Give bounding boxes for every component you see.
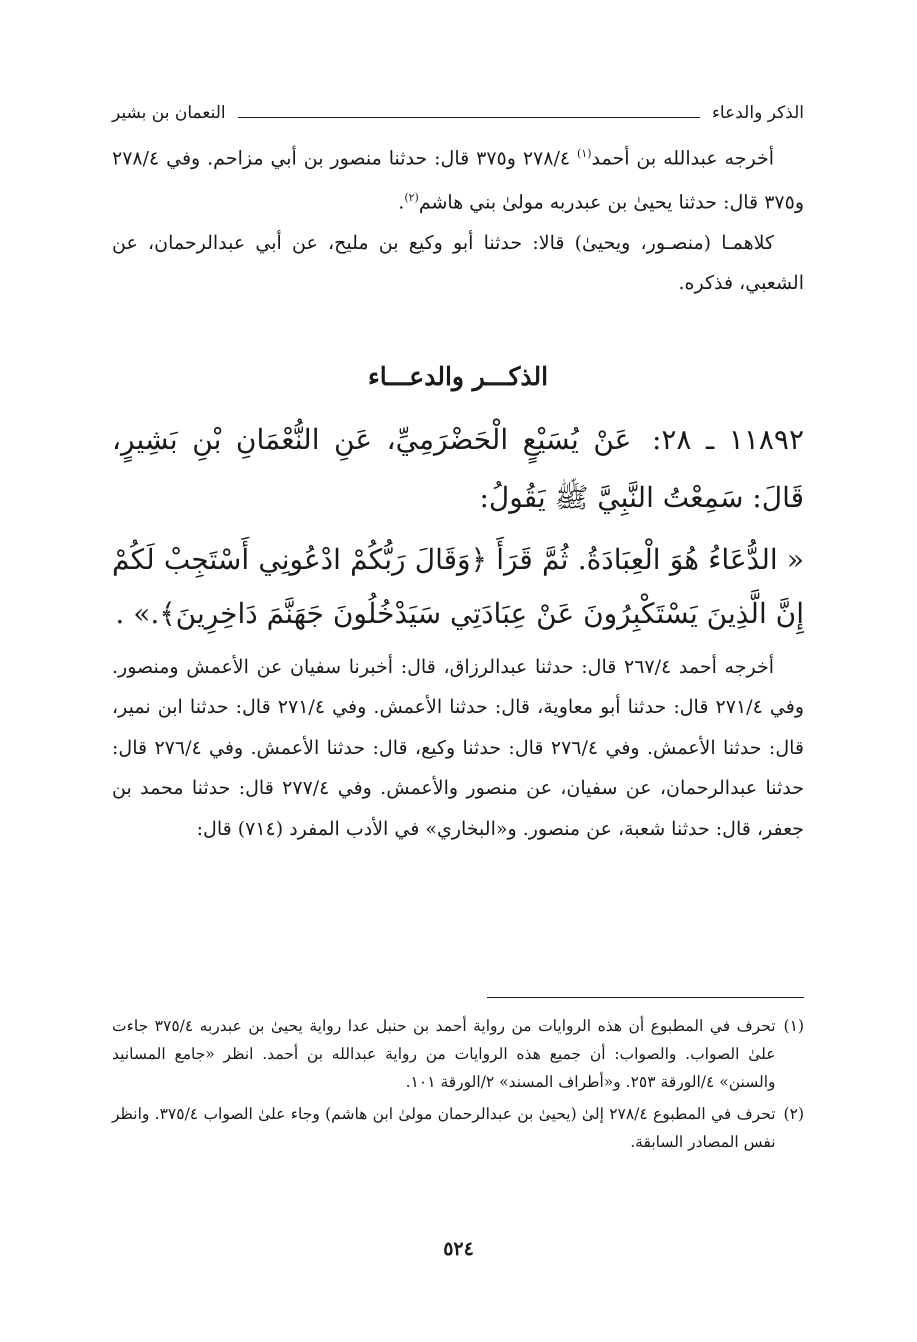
takhrij-line-2: الأعمش ومنصور. وفي ٢٧١/٤ قال: حدثنا أبو معاوية، قال: حدثنا الأعمش. <box>112 655 805 719</box>
page-body <box>112 96 804 849</box>
section-title: الذكـــر والدعـــاء <box>367 361 549 391</box>
hadith-isnad-line-1: عَنْ يُسَيْعٍ الْحَضْرَمِيِّ، عَنِ النُّعْمَانِ بْنِ بَشِيرٍ، <box>112 422 632 456</box>
running-head-chapter: الذكر والدعاء <box>711 103 804 123</box>
footnote-1 <box>112 1012 804 1096</box>
hadith-matn-line-2: لَكُمْ إِنَّ الَّذِينَ يَسْتَكْبِرُونَ عَنْ عِبَادَتِي سَيَدْخُلُونَ جَهَنَّمَ دَاخِرِينَ﴾.» . <box>112 542 804 630</box>
hadith-matn <box>112 533 804 641</box>
takhrij-paragraph <box>112 647 804 850</box>
spacer <box>112 303 804 357</box>
footnote-ref-1[interactable]: (١) <box>577 147 592 160</box>
running-head-rule <box>238 117 700 118</box>
takhrij-line-5: عن سفيان، عن منصور والأعمش. وفي ٢٧٧/٤ قال: حدثنا محمد بن جعفر، <box>112 777 804 840</box>
footnote-2 <box>112 1100 804 1156</box>
intro-p2-text-b: عبدالرحمان، عن الشعبي، فذكره. <box>112 231 804 294</box>
intro-p1-text-c: مزاحم. وفي ٢٧٨/٤ و٣٧٥ قال: حدثنا يحيىٰ بن عبدربه مولىٰ بني هاشم <box>112 147 804 214</box>
takhrij-line-3: وفي ٢٧١/٤ قال: حدثنا ابن نمير، قال: حدثنا الأعمش. وفي ٢٧٦/٤ قال: <box>112 696 804 759</box>
running-head-narrator: النعمان بن بشير <box>112 103 226 123</box>
footnote-ref-2[interactable]: (٢) <box>404 191 419 205</box>
intro-p2-text-a: كلاهمـا (منصـور، ويحيىٰ) قالا: حدثنا أبو وكيع بن مليح، عن أبي <box>255 231 774 254</box>
hadith-isnad-line-2: قَالَ: سَمِعْتُ النَّبِيَّ ﷺ يَقُولُ: <box>479 480 804 514</box>
footnote-text: تحرف في المطبوع أن هذه الروايات من رواية أحمد بن حنبل عدا رواية يحيىٰ بن عبدربه ٣٧٥/٤ جاءت علىٰ الصواب. والصواب: أن جميع هذه الروايات من رواية عبدالله بن أحمد. انظر «جامع المسانيد والسنن» ٤/الورقة ٢٥٣. و«أطراف المسند» ٢/الورقة ١٠١. <box>112 1017 776 1091</box>
intro-p1-text-b: ٢٧٨/٤ و٣٧٥ قال: حدثنا منصور بن أبي <box>270 147 571 170</box>
hadith-matn-line-1: « الدُّعَاءُ هُوَ الْعِبَادَةُ. ثُمَّ قَرَأَ ﴿وَقَالَ رَبُّكُمْ ادْعُونِي أَسْتَجِبْ <box>163 542 804 576</box>
footnotes <box>112 1012 804 1160</box>
intro-p1-end: . <box>398 191 405 214</box>
intro-p1-text-a: أخرجه عبدالله بن أحمد <box>591 147 775 170</box>
footnote-text: تحرف في المطبوع ٢٧٨/٤ إلىٰ (يحيىٰ بن عبدالرحمان مولىٰ ابن هاشم) وجاء علىٰ الصواب ٣٧٥/٤. وانظر نفس المصادر السابقة. <box>112 1105 776 1151</box>
takhrij-line-4: حدثنا وكيع، قال: حدثنا الأعمش. وفي ٢٧٦/٤ قال: حدثنا عبدالرحمان، <box>112 736 804 800</box>
footnote-number: (١) <box>783 1017 804 1035</box>
footnote-separator <box>487 997 804 998</box>
footnote-number: (٢) <box>783 1105 804 1123</box>
hadith-isnad <box>112 411 804 527</box>
running-head <box>112 96 804 130</box>
page-number: ٥٢٤ <box>443 1238 474 1260</box>
takhrij-line-6: قال: حدثنا شعبة، عن منصور. و«البخاري» في الأدب المفرد (٧١٤) قال: <box>196 817 751 840</box>
intro-paragraph-2 <box>112 223 804 303</box>
takhrij-line-1: أخرجه أحمد ٢٦٧/٤ قال: حدثنا عبدالرزاق، قال: أخبرنا سفيان عن <box>256 655 774 678</box>
intro-paragraph-1 <box>112 134 804 223</box>
hadith-number: ١١٨٩٢ ـ ٢٨: <box>651 422 804 456</box>
